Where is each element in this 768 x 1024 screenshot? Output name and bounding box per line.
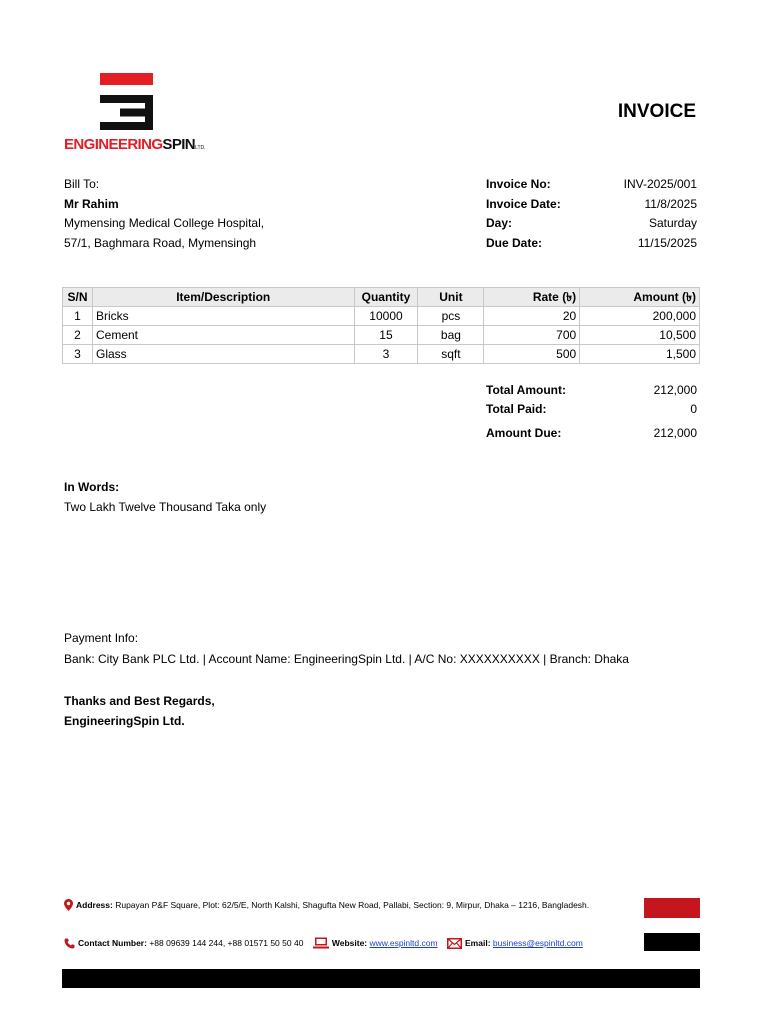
col-header-description: Item/Description	[92, 288, 354, 307]
table-header-row	[63, 288, 700, 307]
phone-icon	[64, 938, 75, 949]
meta-row-invoice-date: Invoice Date: 11/8/2025	[486, 196, 697, 211]
envelope-icon	[447, 938, 462, 949]
footer-address: Address: Rupayan P&F Square, Plot: 62/5/E, North Kalshi, Shagufta New Road, Pallabi, Section: 9, Mirpur, Dhaka – 1216, Bangladesh.	[64, 899, 589, 911]
footer-black-block	[644, 933, 700, 951]
cell-rate: 500	[484, 345, 580, 364]
email-link[interactable]: business@espinltd.com	[492, 938, 583, 948]
col-header-amount: Amount (৳)	[580, 288, 700, 307]
bill-to-block	[64, 175, 264, 253]
in-words-value: Two Lakh Twelve Thousand Taka only	[64, 500, 267, 514]
customer-address-line2: 57/1, Baghmara Road, Mymensingh	[64, 235, 257, 250]
table-row	[63, 307, 700, 326]
totals-block	[486, 381, 697, 443]
invoice-meta	[486, 175, 697, 253]
cell-quantity: 15	[354, 326, 418, 345]
company-logo-text: ENGINEERINGSPINLTD.	[64, 136, 206, 153]
footer-contact: Contact Number: +88 09639 144 244, +88 01571 50 50 40 Website: www.espinltd.com Email: business@espinltd.com	[64, 937, 583, 949]
customer-name: Mr Rahim	[64, 196, 119, 211]
cell-quantity: 3	[354, 345, 418, 364]
items-table	[62, 287, 700, 364]
cell-sn: 3	[63, 345, 93, 364]
logo-mark-icon	[100, 95, 153, 130]
amount-due-value: 212,000	[653, 426, 697, 440]
closing-line1: Thanks and Best Regards,	[64, 694, 215, 708]
cell-description: Glass	[92, 345, 354, 364]
cell-rate: 20	[484, 307, 580, 326]
closing-block	[64, 691, 215, 731]
address-text: Rupayan P&F Square, Plot: 62/5/E, North Kalshi, Shagufta New Road, Pallabi, Section: 9, Mirpur, Dhaka – 1216, Bangladesh.	[115, 900, 590, 910]
logo-top-bar	[100, 73, 153, 85]
amount-due-row: Amount Due: 212,000	[486, 424, 697, 443]
in-words-label: In Words:	[64, 480, 120, 494]
col-header-sn: S/N	[63, 288, 93, 307]
cell-quantity: 10000	[354, 307, 418, 326]
bill-to-label: Bill To:	[64, 177, 100, 191]
cell-amount: 1,500	[580, 345, 700, 364]
total-paid-row: Total Paid: 0	[486, 400, 697, 419]
table-row	[63, 345, 700, 364]
cell-unit: bag	[418, 326, 484, 345]
contact-text: +88 09639 144 244, +88 01571 50 50 40	[149, 938, 304, 948]
page-title: INVOICE	[617, 101, 696, 122]
total-amount-row: Total Amount: 212,000	[486, 381, 697, 400]
payment-info-label: Payment Info:	[64, 631, 139, 645]
map-pin-icon	[64, 899, 73, 911]
cell-unit: pcs	[418, 307, 484, 326]
table-row	[63, 326, 700, 345]
col-header-unit: Unit	[418, 288, 484, 307]
cell-amount: 10,500	[580, 326, 700, 345]
col-header-rate: Rate (৳)	[484, 288, 580, 307]
cell-description: Cement	[92, 326, 354, 345]
customer-address-line1: Mymensing Medical College Hospital,	[64, 216, 265, 230]
meta-row-invoice-no: Invoice No: INV-2025/001	[486, 177, 697, 191]
website-link[interactable]: www.espinltd.com	[369, 938, 438, 948]
laptop-icon	[313, 937, 329, 949]
cell-description: Bricks	[92, 307, 354, 326]
cell-rate: 700	[484, 326, 580, 345]
cell-sn: 2	[63, 326, 93, 345]
payment-info-value: Bank: City Bank PLC Ltd. | Account Name: EngineeringSpin Ltd. | A/C No: XXXXXXXXXX | Branch: Dhaka	[64, 652, 629, 666]
total-amount-value: 212,000	[653, 383, 697, 397]
footer-bottom-bar	[62, 969, 700, 988]
cell-amount: 200,000	[580, 307, 700, 326]
meta-row-due-date: Due Date: 11/15/2025	[486, 235, 697, 250]
closing-line2: EngineeringSpin Ltd.	[64, 714, 185, 728]
total-paid-value: 0	[690, 402, 697, 416]
cell-sn: 1	[63, 307, 93, 326]
meta-row-day: Day: Saturday	[486, 216, 697, 230]
cell-unit: sqft	[418, 345, 484, 364]
footer-red-block	[644, 898, 700, 918]
col-header-quantity: Quantity	[354, 288, 418, 307]
